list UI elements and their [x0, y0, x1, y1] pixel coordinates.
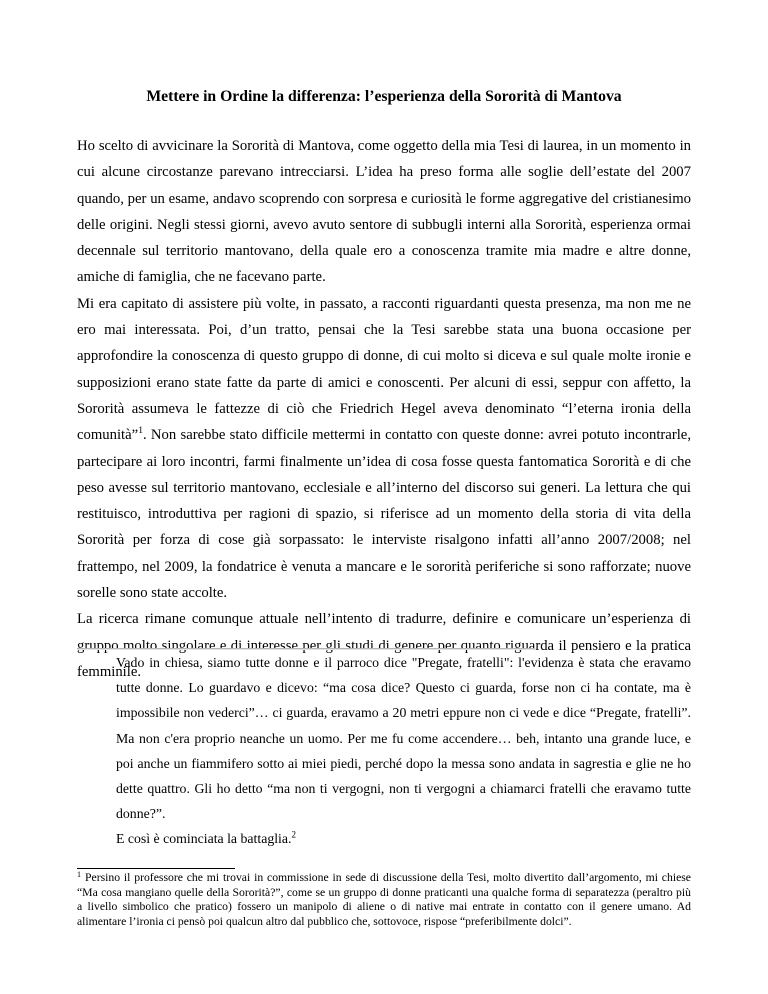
paragraph-1: Ho scelto di avvicinare la Sororità di Mantova, come oggetto della mia Tesi di laurea, in un momento in cui alcune circostanze parevano intrecciarsi. L’idea ha preso forma alle soglie dell’estate del 2007 quando, per un esame, andavo scoprendo con sorpresa e curiosità le forme aggregative del cristianesimo delle origini. Negli stessi giorni, avevo avuto sentore di subbugli interni alla Sororità, esperienza ormai decennale sul territorio mantovano, della quale ero a conoscenza tramite mia madre e altre donne, amiche di famiglia, che ne facevano parte.: [77, 138, 691, 286]
footnote-text: Persino il professore che mi trovai in commissione in sede di discussione della Tesi, molto divertito dall’argomento, mi chiese “Ma cosa mangiano quelle della Sororità?”, come se un gruppo di donne praticanti una qualche forma di separatezza (peraltro più a livello simbolico che pratico) fossero un manipolo di aliene o di native mai entrate in contatto con il genere umano. Ad alimentare l’ironia ci pensò poi qualcun altro dal pubblico che, sottovoce, rispose “preferibilmente dolci”.: [77, 871, 691, 928]
footnote-1: [77, 871, 691, 929]
quote-closing-line: [116, 826, 691, 851]
footnote-number: 1: [77, 870, 81, 879]
footnote-ref-1[interactable]: 1: [138, 425, 143, 437]
quote-closing: E così è cominciata la battaglia.: [116, 831, 292, 847]
body-text: [77, 133, 691, 685]
footnote-ref-2[interactable]: 2: [291, 829, 296, 840]
paragraph-2-text-b: . Non sarebbe stato difficile mettermi in contatto con queste donne: avrei potuto incontrarle, partecipare ai loro incontri, farmi finalmente un’idea di cosa fosse questa fantomatica Sororità e di che peso avesse sul territorio mantovano, ecclesiale e all’interno del discorso sui generi. La lettura che qui restituisco, introduttiva per ragioni di spazio, si riferisce ad un momento della storia di vita della Sororità per forza di cose già sorpassato: le interviste risalgono infatti all’anno 2007/2008; nel frattempo, nel 2009, la fondatrice è venuta a mancare e le sororità periferiche si sono rafforzate; nuove sorelle sono state accolte.: [77, 427, 691, 602]
block-quote: [116, 650, 691, 852]
paragraph-3: La ricerca rimane comunque attuale nell’intento di tradurre, definire e comunicare un’esperienza di gruppo molto singolare e di interesse per gli studi di genere per quanto riguarda il pensiero e la pratica femminile.: [77, 611, 691, 680]
quote-text: Vado in chiesa, siamo tutte donne e il parroco dice "Pregate, fratelli": l'evidenza è stata che eravamo tutte donne. Lo guardavo e dicevo: “ma cosa dice? Questo ci guarda, forse non ci ha contate, ma è impossibile non vederci”… ci guarda, eravamo a 20 metri eppure non ci vede e dice “Pregate, fratelli”. Ma non c'era proprio neanche un uomo. Per me fu come accendere… beh, intanto una grande luce, e poi anche un fiammifero sotto ai miei piedi, perché dopo la messa sono andata in sagrestia e glie ne ho dette quattro. Gli ho detto “ma non ti vergogni, non ti vergogni a chiamarci fratelli che eravamo tutte donne?”.: [116, 655, 691, 822]
footnote-rule: [77, 868, 235, 869]
document-title: Mettere in Ordine la differenza: l’esperienza della Sororità di Mantova: [146, 88, 622, 105]
paragraph-2-text-a: Mi era capitato di assistere più volte, in passato, a racconti riguardanti questa presenza, ma non me ne ero mai interessata. Poi, d’un tratto, pensai che la Tesi sarebbe stata una buona occasione per approfondire la conoscenza di questo gruppo di donne, di cui molto si diceva e sul quale molte ironie e supposizioni erano state fatte da parte di amici e conoscenti. Per alcuni di essi, seppur con affetto, la Sororità assumeva le fattezze di ciò che Friedrich Hegel aveva denominato “l’eterna ironia della comunità”: [77, 295, 691, 444]
paragraph-2: [77, 291, 691, 607]
